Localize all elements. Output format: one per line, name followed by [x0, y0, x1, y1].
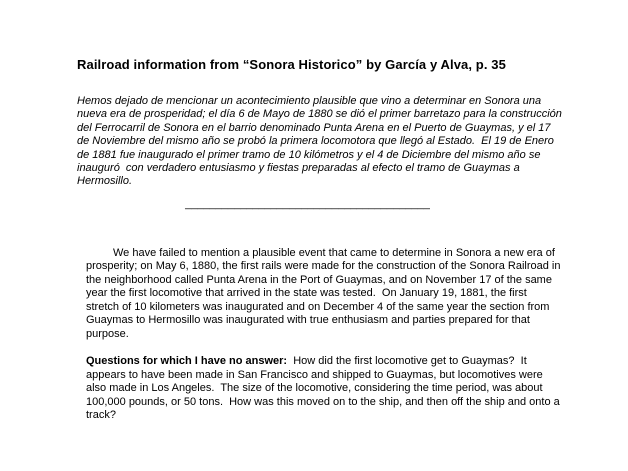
questions-label: Questions for which I have no answer: — [86, 355, 288, 368]
questions-paragraph — [86, 355, 562, 423]
spanish-excerpt-paragraph: Hemos dejado de mencionar un acontecimiento plausible que vino a determinar en Sonora una nueva era de prosperidad; el día 6 de Mayo de 1880 se dió el primer barretazo para la construcción del Ferrocarril de Sonora en el barrio denominado Punta Arena en el Puerto de Guaymas, y el 17 de Noviembre del mismo año se probó la primera locomotora que llegó al Estado. El 19 de Enero de 1881 fue inaugurado el primer tramo de 10 kilómetros y el 4 de Diciembre del mismo año se inauguró con verdadero entusiasmo y fiestas preparadas al efecto el tramo de Guaymas a Hermosillo. — [77, 95, 565, 188]
questions-text: How did the first locomotive get to Guaymas? It appears to have been made in San Francisco and shipped to Guaymas, but locomotives were also made in Los Angeles. The size of the locomotive, considering the time period, was about 100,000 pounds, or 50 tons. How was this moved on to the ship, and then off the ship and onto a track? — [86, 355, 563, 422]
english-translation-paragraph: We have failed to mention a plausible event that came to determine in Sonora a new era of prosperity; on May 6, 1880, the first rails were made for the construction of the Sonora Railroad in the neighborhood called Punta Arena in the Port of Guaymas, and on November 17 of the same year the first locomotive that arrived in the state was tested. On January 19, 1881, the first stretch of 10 kilometers was inaugurated and on December 4 of the same year the section from Guaymas to Hermosillo was inaugurated with true enthusiasm and parties prepared for that purpose. — [86, 246, 564, 340]
section-divider: ________________________________________ — [185, 197, 430, 210]
document-title: Railroad information from “Sonora Historico” by García y Alva, p. 35 — [77, 57, 506, 72]
translation-section — [86, 247, 562, 423]
